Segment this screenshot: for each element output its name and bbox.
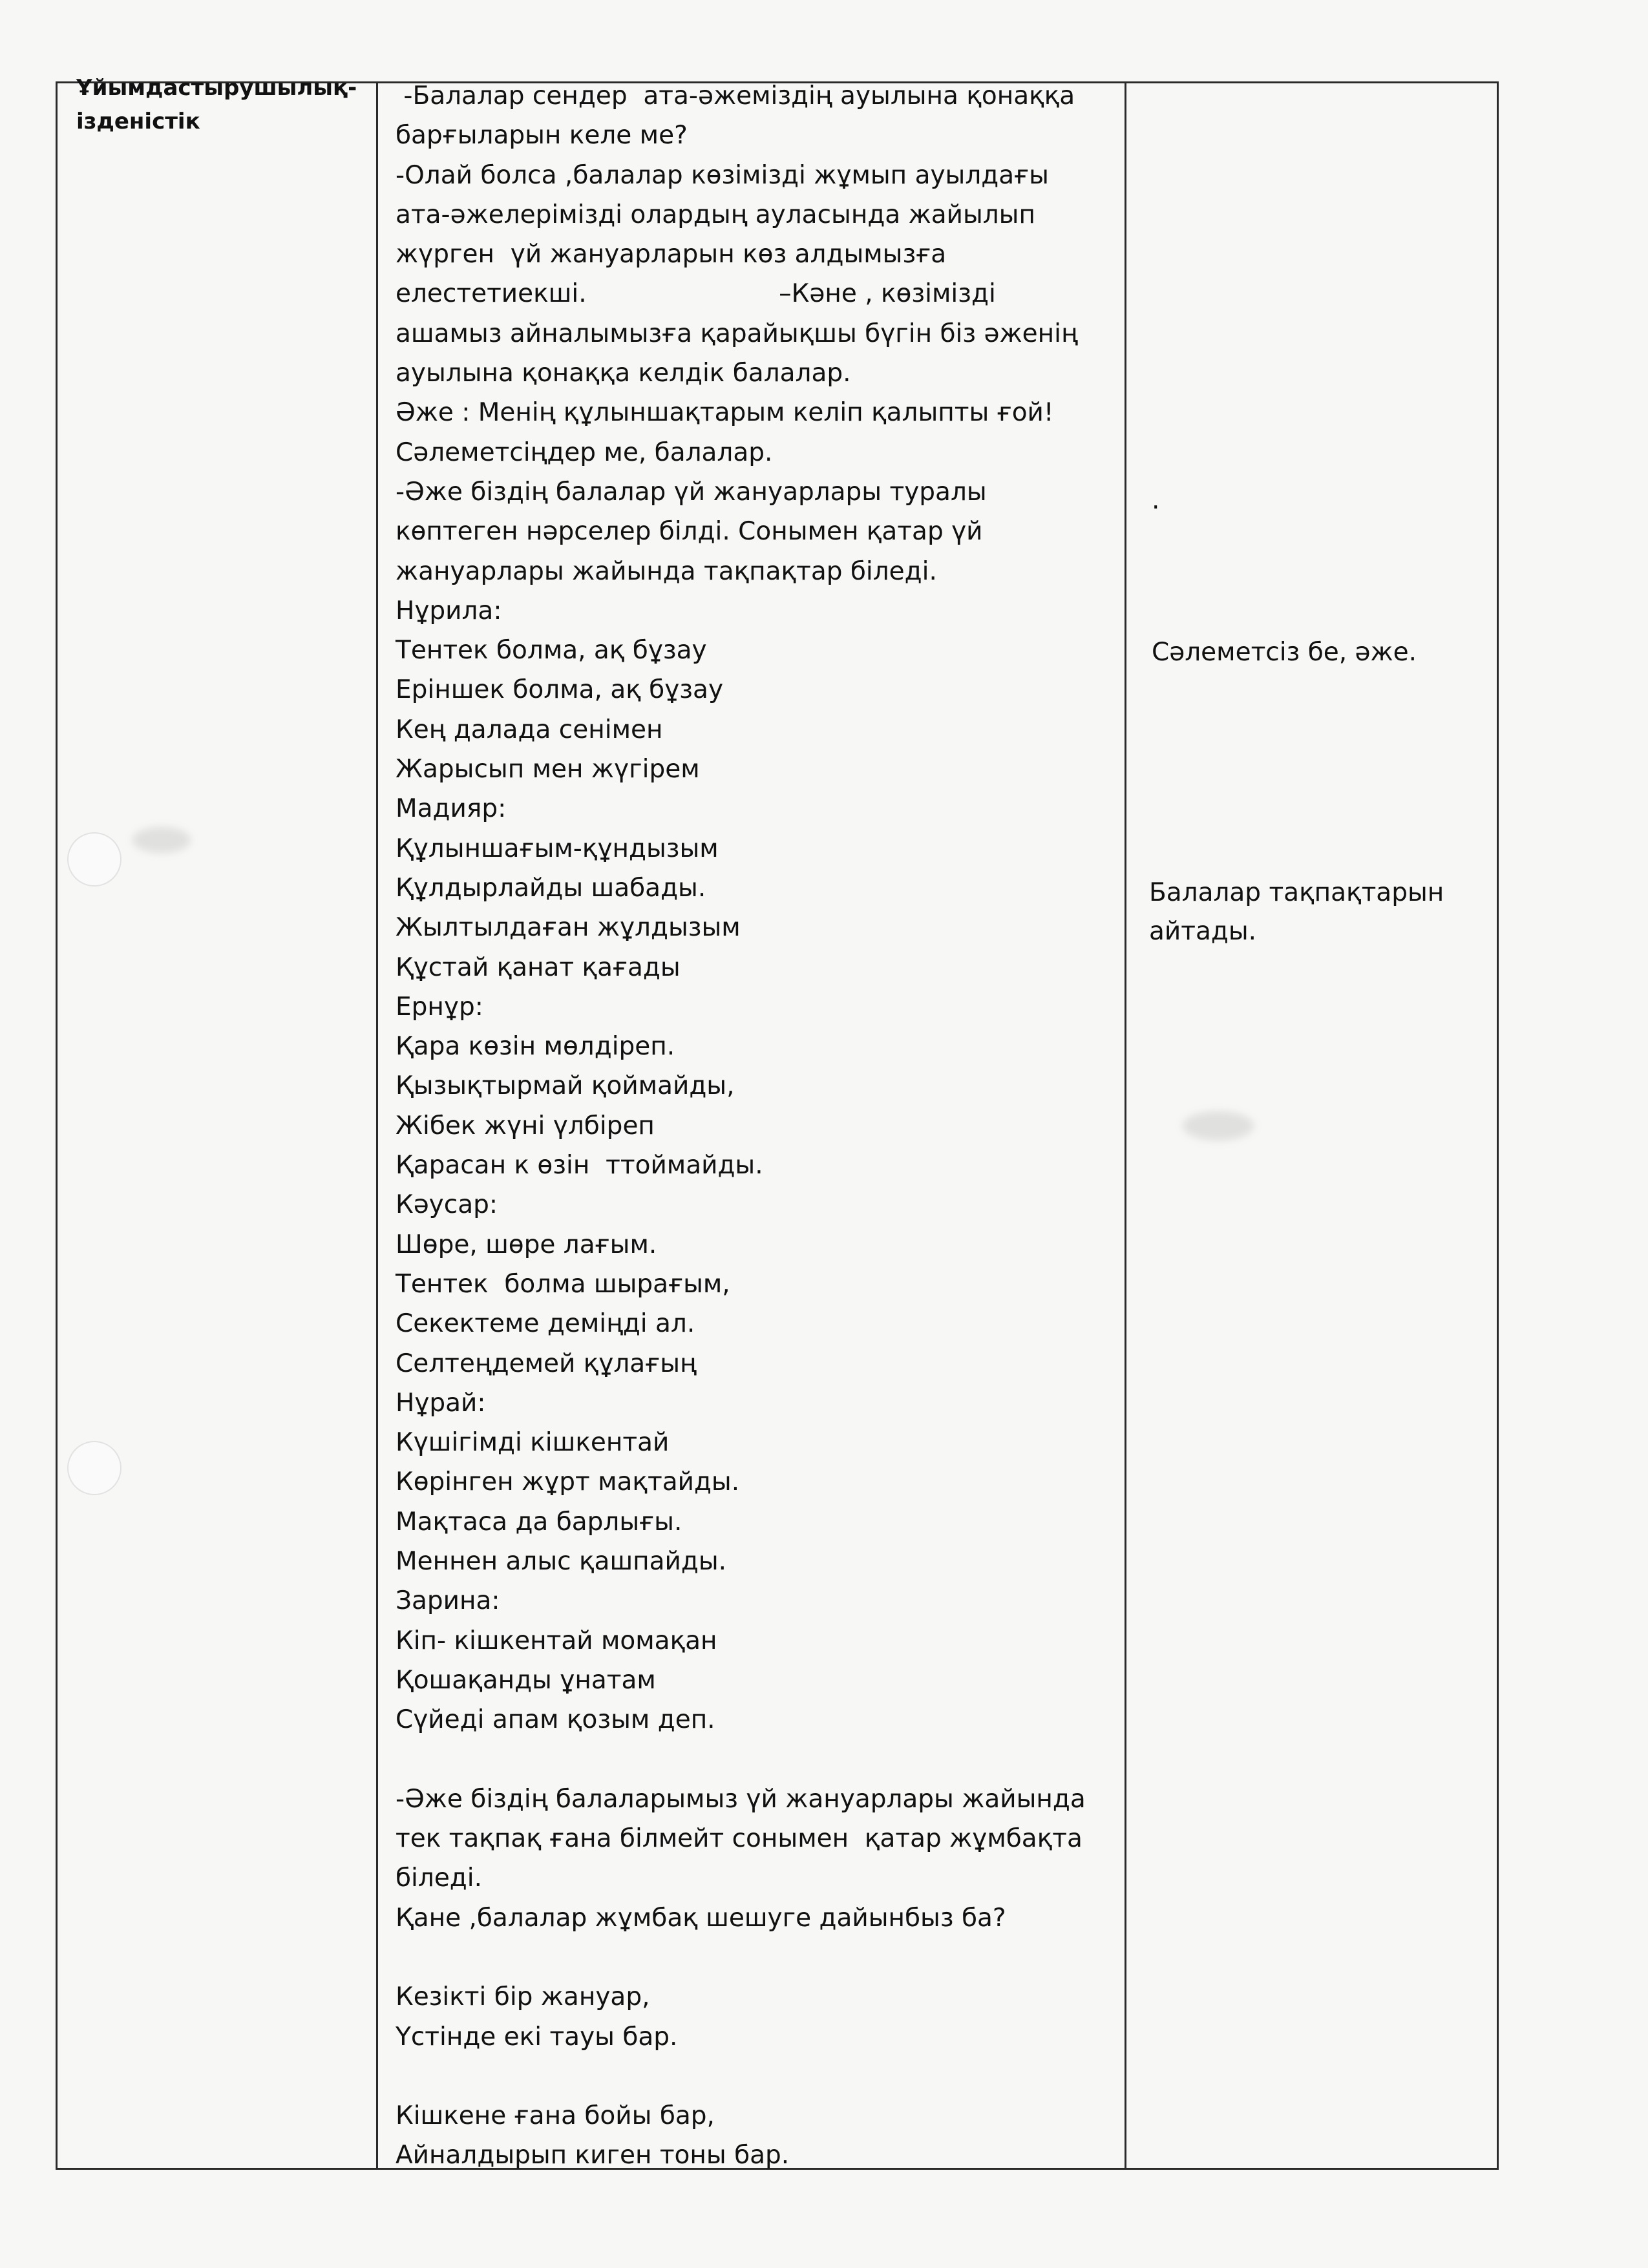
teacher-line: Қане ,балалар жұмбақ шешуге дайынбыз ба? bbox=[396, 1903, 1006, 1933]
teacher-line: Нұрила: bbox=[396, 596, 502, 625]
teacher-line: -Әже біздің балаларымыз үй жануарлары жайында bbox=[396, 1784, 1086, 1814]
teacher-line: Кәусар: bbox=[396, 1190, 498, 1220]
teacher-line: Жібек жүні үлбіреп bbox=[396, 1111, 655, 1140]
teacher-line: Үстінде екі тауы бар. bbox=[396, 2022, 678, 2052]
table-divider-1 bbox=[376, 81, 378, 2170]
teacher-line: Шөре, шөре лағым. bbox=[396, 1230, 657, 1259]
children-action: Балалар тақпақтарын айтады. bbox=[1149, 878, 1444, 946]
punch-hole-bottom bbox=[67, 1441, 121, 1495]
scan-smudge bbox=[132, 827, 191, 853]
teacher-line bbox=[396, 2057, 1119, 2096]
teacher-line: Мадияр: bbox=[396, 794, 507, 824]
teacher-line: ауылына қонаққа келдік балалар. bbox=[396, 359, 851, 388]
teacher-line: Құлдырлайды шабады. bbox=[396, 873, 706, 903]
teacher-line: Зарина: bbox=[396, 1586, 500, 1616]
children-mark: . bbox=[1152, 486, 1160, 515]
teacher-line: Айналдырып киген тоны бар. bbox=[396, 2141, 790, 2170]
teacher-line: Құстай қанат қағады bbox=[396, 952, 681, 982]
teacher-line: Қызықтырмай қоймайды, bbox=[396, 1071, 735, 1101]
table-border-right bbox=[1497, 81, 1499, 2170]
teacher-line: Ернұр: bbox=[396, 992, 483, 1022]
teacher-line: ашамыз айналымызға қарайықшы бүгін біз әженің bbox=[396, 319, 1078, 348]
teacher-line: елестетиекші. –Кәне , көзімізді bbox=[396, 279, 996, 309]
teacher-line: -Әже біздің балалар үй жануарлары туралы bbox=[396, 477, 987, 507]
teacher-line: Жарысып мен жүгірем bbox=[396, 755, 700, 784]
teacher-line bbox=[396, 1739, 1119, 1779]
teacher-line: Кең далада сенімен bbox=[396, 715, 663, 744]
punch-hole-top bbox=[67, 832, 121, 887]
teacher-line: Жылтылдаған жұлдызым bbox=[396, 913, 741, 943]
teacher-line: Тентек болма, ақ бұзау bbox=[396, 636, 707, 666]
teacher-line: Меннен алыс қашпайды. bbox=[396, 1546, 727, 1576]
teacher-line: Секектеме деміңді ал. bbox=[396, 1309, 695, 1339]
teacher-line: Кезікті бір жануар, bbox=[396, 1982, 650, 2012]
table-divider-2 bbox=[1125, 81, 1126, 2170]
teacher-line: жануарлары жайында тақпақтар біледі. bbox=[396, 556, 937, 586]
teacher-line bbox=[396, 1938, 1119, 1977]
teacher-line: Сәлеметсіңдер ме, балалар. bbox=[396, 437, 773, 467]
teacher-line: Селтеңдемей құлағың bbox=[396, 1349, 697, 1378]
teacher-line: көптеген нәрселер білді. Сонымен қатар үй bbox=[396, 517, 983, 547]
stage-label: Ұйымдастырушылық-ізденістік bbox=[76, 75, 357, 134]
teacher-line: Құлыншағым-құндызым bbox=[396, 834, 719, 863]
teacher-line: тек тақпақ ғана білмейт сонымен қатар жұмбақта bbox=[396, 1824, 1083, 1854]
teacher-line: Қара көзін мөлдіреп. bbox=[396, 1032, 675, 1062]
teacher-line: Мақтаса да барлығы. bbox=[396, 1507, 682, 1537]
teacher-text-column bbox=[396, 76, 1119, 2176]
table-border-left bbox=[56, 81, 58, 2170]
teacher-line: ата-әжелерімізді олардың ауласында жайылып bbox=[396, 200, 1035, 229]
teacher-line: Кішкене ғана бойы бар, bbox=[396, 2101, 715, 2131]
teacher-line: Тентек болма шырағым, bbox=[396, 1269, 730, 1299]
teacher-line: Кіп- кішкентай момақан bbox=[396, 1626, 717, 1655]
teacher-line: -Балалар сендер ата-әжеміздің ауылына қонаққа bbox=[396, 81, 1075, 110]
teacher-line: Еріншек болма, ақ бұзау bbox=[396, 675, 724, 705]
teacher-line: Қарасан к өзін ттоймайды. bbox=[396, 1151, 763, 1181]
teacher-line: Қошақанды ұнатам bbox=[396, 1665, 656, 1695]
teacher-line: Әже : Менің құлыншақтарым келіп қалыпты ғой! bbox=[396, 398, 1054, 428]
scan-smudge bbox=[1183, 1111, 1254, 1140]
teacher-line: Күшігімді кішкентай bbox=[396, 1428, 670, 1458]
teacher-line: барғыларын келе ме? bbox=[396, 121, 688, 151]
teacher-line: Сүйеді апам қозым деп. bbox=[396, 1705, 715, 1735]
teacher-line: -Олай болса ,балалар көзімізді жұмып ауылдағы bbox=[396, 160, 1049, 190]
teacher-line: біледі. bbox=[396, 1864, 483, 1893]
teacher-line: жүрген үй жануарларын көз алдымызға bbox=[396, 240, 947, 269]
children-greeting: Сәлеметсіз бе, әже. bbox=[1152, 638, 1417, 667]
teacher-line: Нұрай: bbox=[396, 1388, 486, 1418]
teacher-line: Көрінген жұрт мақтайды. bbox=[396, 1467, 740, 1497]
